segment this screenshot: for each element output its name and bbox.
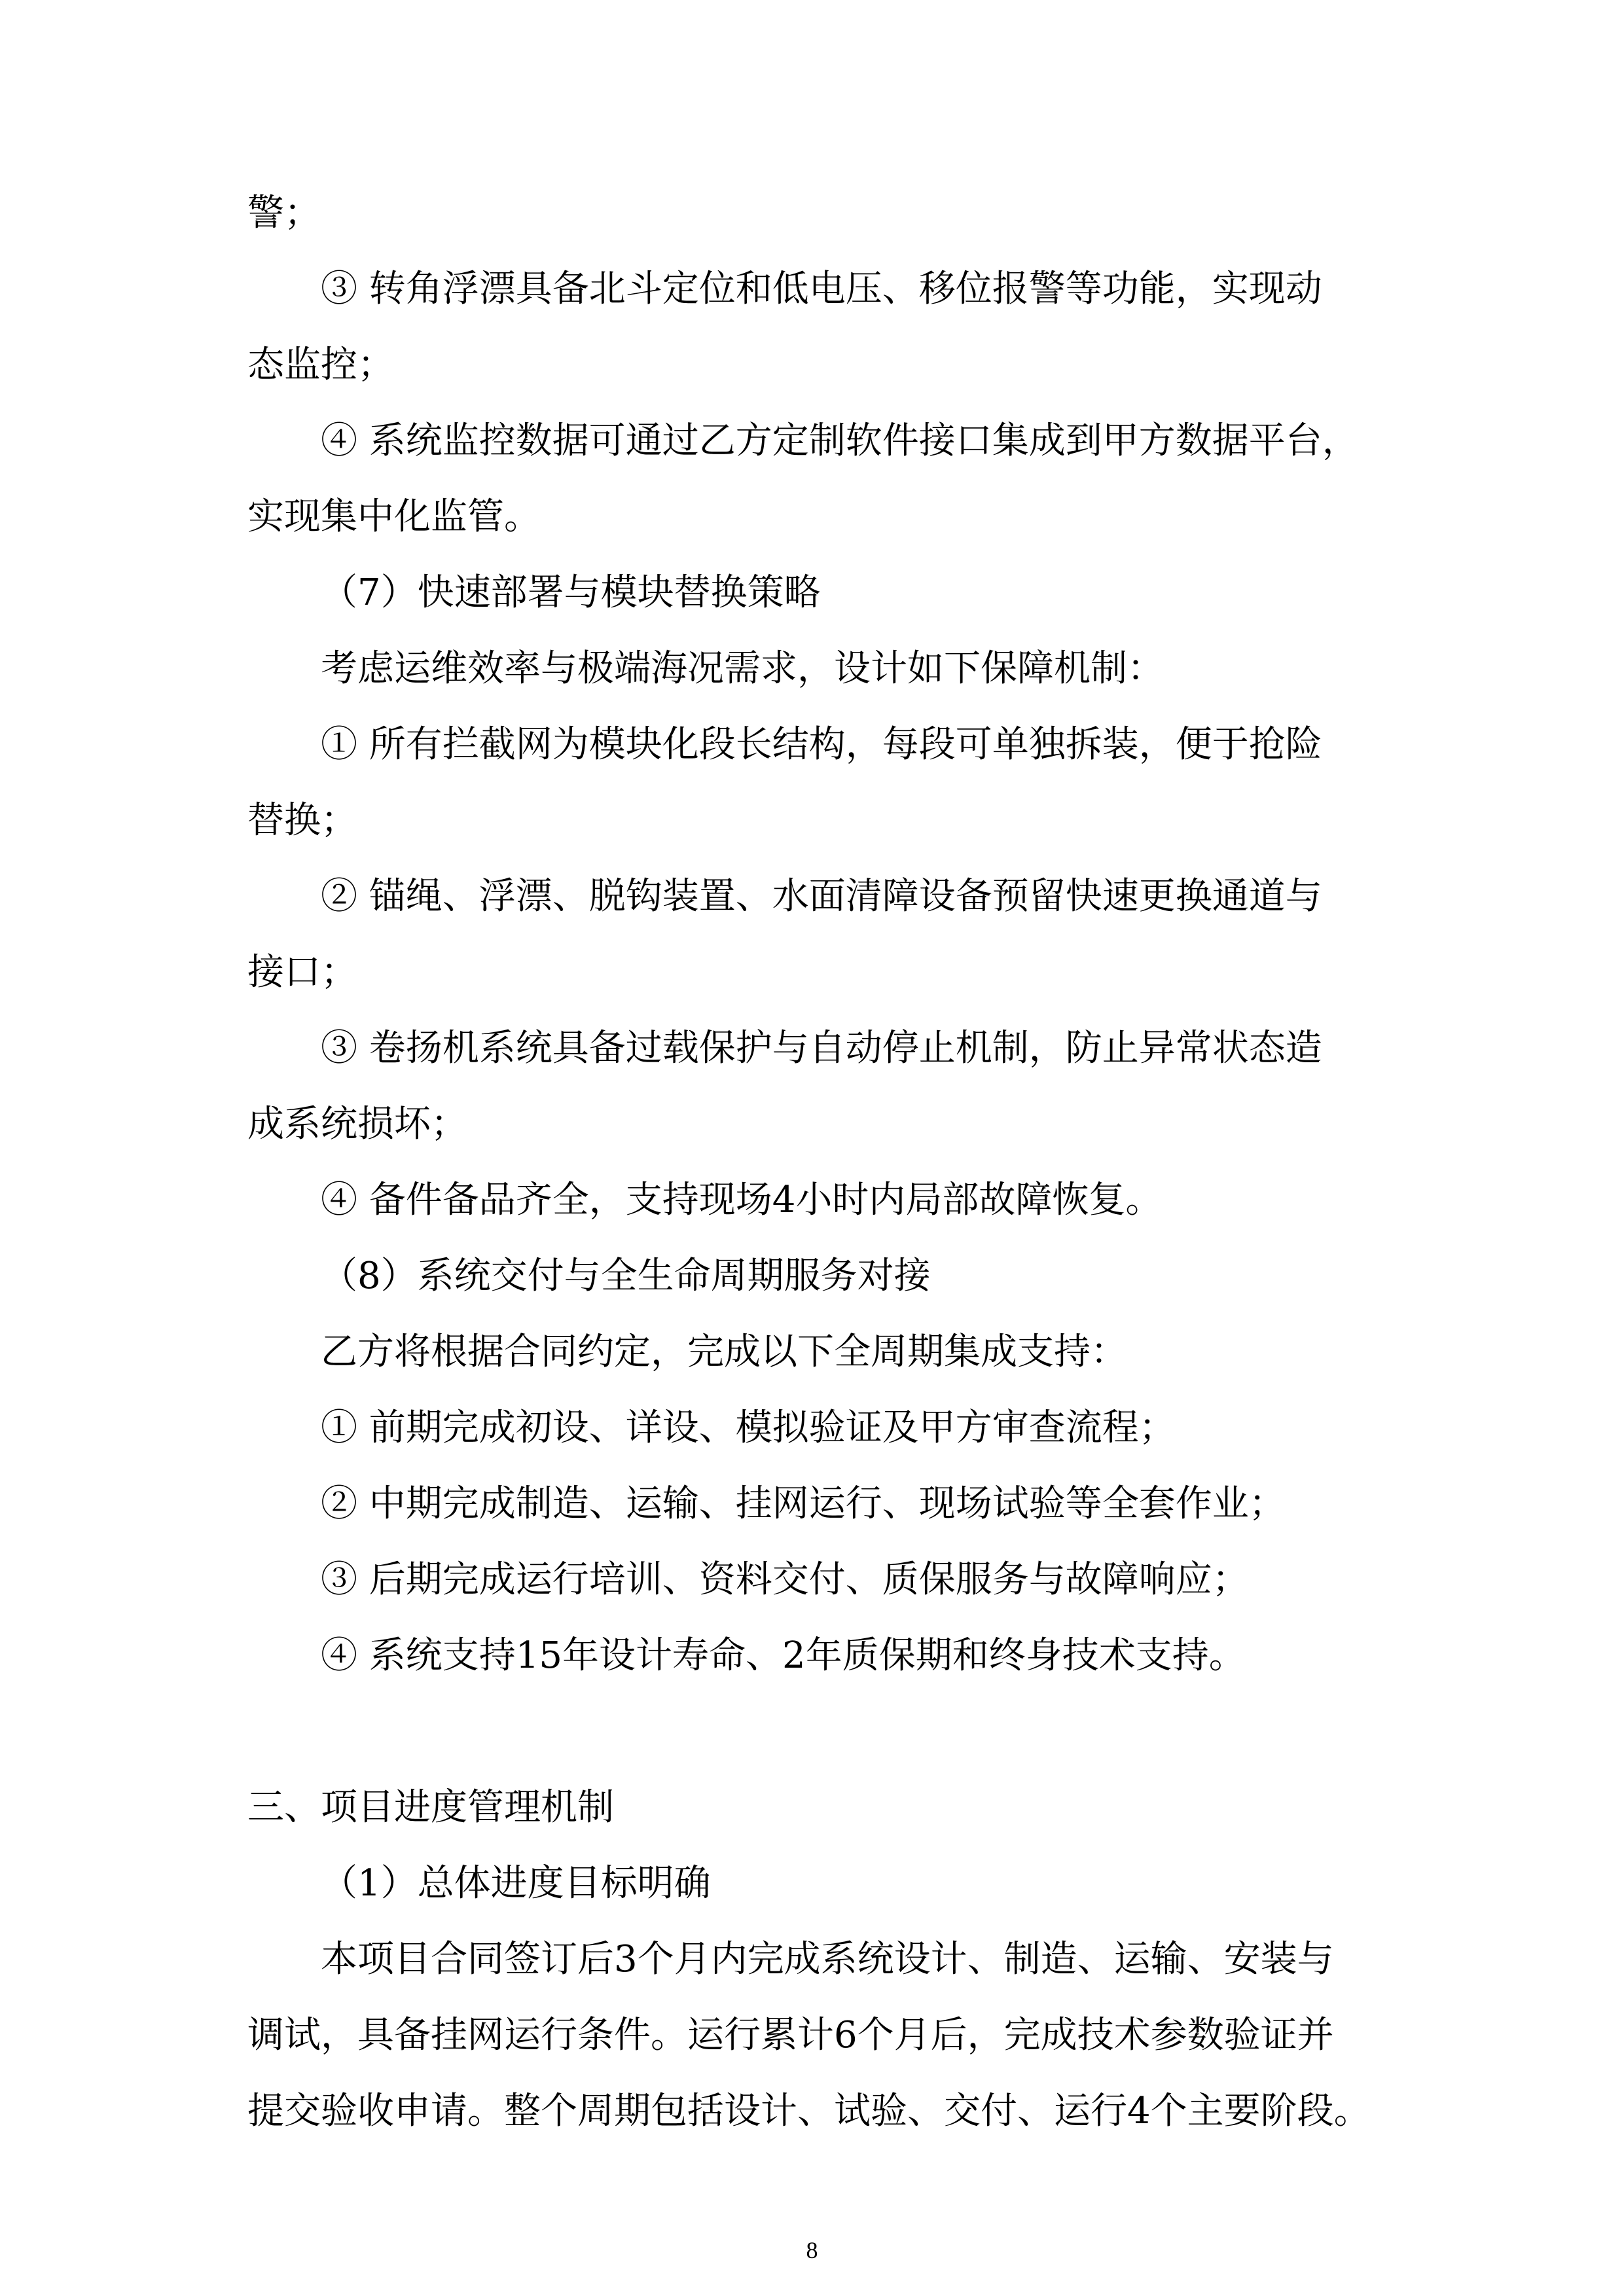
section-heading: 三、项目进度管理机制	[247, 1786, 614, 1829]
list-item-line: 成系统损坏；	[247, 1103, 467, 1145]
list-item-line: 实现集中化监管。	[247, 495, 541, 538]
list-item-line: 接口；	[247, 951, 357, 994]
list-item-line: ④ 系统支持15年设计寿命、2年质保期和终身技术支持。	[321, 1634, 1246, 1677]
subsection-heading: （1）总体进度目标明确	[321, 1862, 711, 1905]
subsection-heading: （8）系统交付与全生命周期服务对接	[321, 1255, 931, 1297]
paragraph-line: 乙方将根据合同约定，完成以下全周期集成支持：	[321, 1331, 1127, 1373]
paragraph-line: 调试，具备挂网运行条件。运行累计6个月后，完成技术参数验证并	[247, 2014, 1334, 2056]
list-item-line: ③ 后期完成运行培训、资料交付、质保服务与故障响应；	[321, 1558, 1249, 1601]
subsection-heading: （7）快速部署与模块替换策略	[321, 571, 821, 614]
paragraph-line: 提交验收申请。整个周期包括设计、试验、交付、运行4个主要阶段。	[247, 2090, 1371, 2132]
list-item-line: 态监控；	[247, 344, 394, 386]
paragraph-line: 警；	[247, 192, 321, 234]
list-item-line: 替换；	[247, 799, 357, 842]
list-item-line: ④ 备件备品齐全，支持现场4小时内局部故障恢复。	[321, 1179, 1163, 1221]
list-item-line: ① 所有拦截网为模块化段长结构，每段可单独拆装，便于抢险	[321, 723, 1322, 766]
list-item-line: ④ 系统监控数据可通过乙方定制软件接口集成到甲方数据平台，	[321, 420, 1359, 462]
paragraph-line: 本项目合同签订后3个月内完成系统设计、制造、运输、安装与	[321, 1938, 1334, 1981]
paragraph-line: 考虑运维效率与极端海况需求，设计如下保障机制：	[321, 647, 1164, 690]
list-item-line: ③ 转角浮漂具备北斗定位和低电压、移位报警等功能，实现动	[321, 268, 1322, 310]
list-item-line: ② 锚绳、浮漂、脱钩装置、水面清障设备预留快速更换通道与	[321, 875, 1322, 918]
page-body	[247, 175, 1406, 2149]
list-item-line: ③ 卷扬机系统具备过载保护与自动停止机制，防止异常状态造	[321, 1027, 1322, 1069]
list-item-line: ② 中期完成制造、运输、挂网运行、现场试验等全套作业；	[321, 1482, 1286, 1525]
page-number: 8	[806, 2237, 818, 2263]
list-item-line: ① 前期完成初设、详设、模拟验证及甲方审查流程；	[321, 1407, 1176, 1449]
